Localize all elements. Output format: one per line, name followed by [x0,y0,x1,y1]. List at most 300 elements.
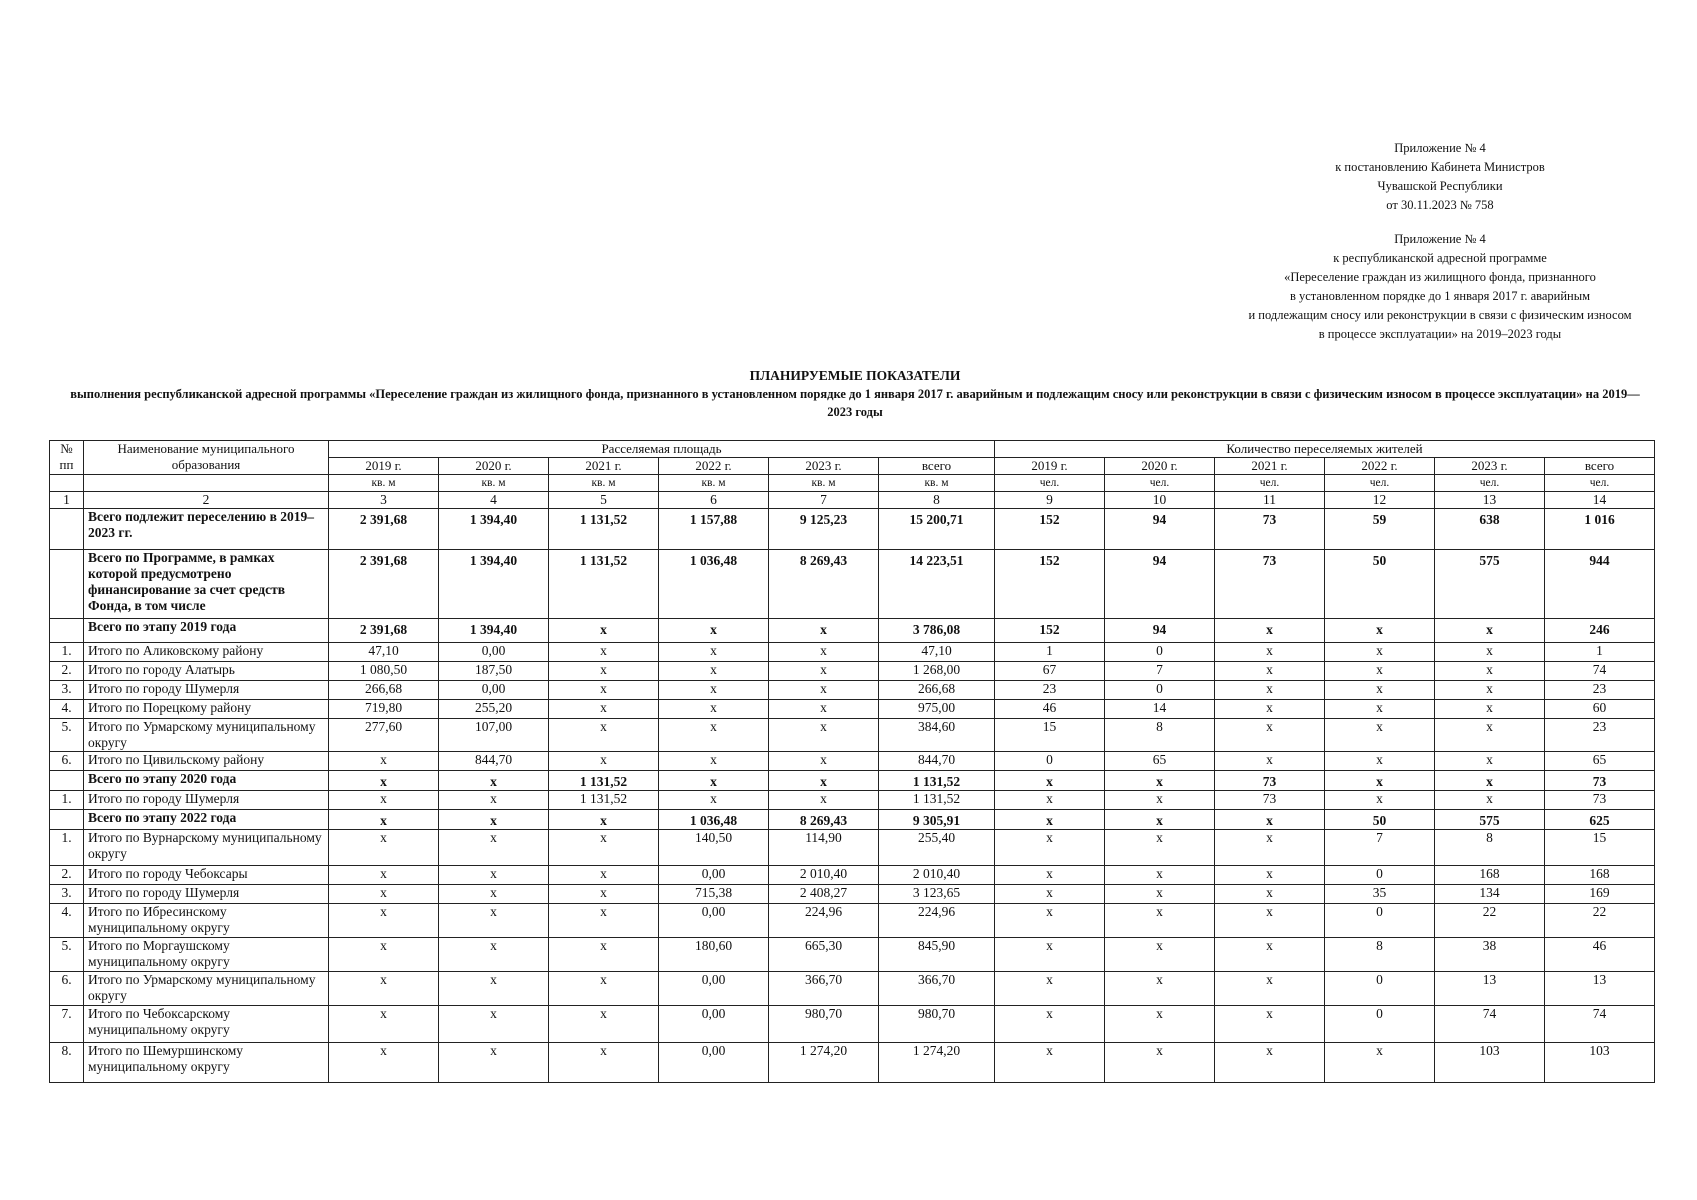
people-value-cell: 94 [1105,619,1215,643]
people-value-cell: 8 [1105,719,1215,752]
area-value-cell: 366,70 [769,972,879,1006]
people-value-cell: x [1325,771,1435,791]
people-value-cell: x [1105,791,1215,810]
row-name: Итого по Порецкому району [84,700,329,719]
area-value-cell: x [549,681,659,700]
people-value-cell: 575 [1435,550,1545,619]
area-value-cell: 140,50 [659,830,769,866]
table-row [50,972,1655,1006]
people-value-cell: 638 [1435,509,1545,550]
row-name: Итого по Чебоксарскому муниципальному округу [84,1006,329,1043]
column-number: 9 [995,492,1105,509]
area-value-cell: x [549,719,659,752]
appendix-cabinet-line3: Чувашской Республики [1377,179,1503,193]
area-value-cell: 8 269,43 [769,810,879,830]
area-value-cell: x [659,700,769,719]
table-row [50,866,1655,885]
area-value-cell: 1 131,52 [879,791,995,810]
table-row [50,752,1655,771]
row-number: 1. [50,830,84,866]
people-value-cell: 152 [995,550,1105,619]
appendix-program-line1: Приложение № 4 [1394,232,1486,246]
people-value-cell: 22 [1545,904,1655,938]
unit-people: чел. [1435,475,1545,492]
area-value-cell: x [659,662,769,681]
area-value-cell: x [769,662,879,681]
area-value-cell: 180,60 [659,938,769,972]
area-value-cell: 1 157,88 [659,509,769,550]
people-value-cell: x [1325,752,1435,771]
area-value-cell: x [769,681,879,700]
row-name: Итого по городу Алатырь [84,662,329,681]
area-value-cell: 384,60 [879,719,995,752]
header-area-year: 2019 г. [329,458,439,475]
appendix-cabinet-line4: от 30.11.2023 № 758 [1386,198,1494,212]
unit-area: кв. м [879,475,995,492]
people-value-cell: x [1325,619,1435,643]
area-value-cell: x [659,619,769,643]
table-row [50,938,1655,972]
row-name: Итого по городу Шумерля [84,681,329,700]
row-number [50,550,84,619]
table-row [50,810,1655,830]
people-value-cell: 23 [995,681,1105,700]
row-number: 7. [50,1006,84,1043]
people-value-cell: 73 [1215,771,1325,791]
area-value-cell: x [549,643,659,662]
area-value-cell: x [329,904,439,938]
appendix-cabinet-line2: к постановлению Кабинета Министров [1335,160,1545,174]
area-value-cell: 975,00 [879,700,995,719]
people-value-cell: 74 [1545,662,1655,681]
people-value-cell: 50 [1325,550,1435,619]
area-value-cell: x [549,1006,659,1043]
people-value-cell: 46 [995,700,1105,719]
column-number: 4 [439,492,549,509]
people-value-cell: 94 [1105,550,1215,619]
area-value-cell: x [549,904,659,938]
area-value-cell: x [549,662,659,681]
area-value-cell: x [439,866,549,885]
row-number: 4. [50,700,84,719]
row-name: Итого по Шемуршинскому муниципальному округу [84,1043,329,1083]
header-area-year: 2022 г. [659,458,769,475]
people-value-cell: x [1215,700,1325,719]
people-value-cell: 944 [1545,550,1655,619]
people-value-cell: x [1435,752,1545,771]
unit-people: чел. [1105,475,1215,492]
area-value-cell: 9 125,23 [769,509,879,550]
people-value-cell: 168 [1545,866,1655,885]
people-value-cell: x [995,810,1105,830]
area-value-cell: x [659,771,769,791]
document-title-block [60,367,1650,421]
header-area-year: 2021 г. [549,458,659,475]
table-row [50,719,1655,752]
people-value-cell: x [1435,619,1545,643]
unit-area: кв. м [659,475,769,492]
area-value-cell: 3 786,08 [879,619,995,643]
column-number: 1 [50,492,84,509]
table-row [50,791,1655,810]
people-value-cell: 168 [1435,866,1545,885]
people-value-cell: 59 [1325,509,1435,550]
header-name: Наименование муниципального образования [84,441,329,475]
people-value-cell: 7 [1325,830,1435,866]
area-value-cell: x [329,791,439,810]
people-value-cell: x [1215,619,1325,643]
area-value-cell: x [659,719,769,752]
row-number: 2. [50,866,84,885]
people-value-cell: 0 [1325,904,1435,938]
area-value-cell: 224,96 [879,904,995,938]
people-value-cell: 74 [1435,1006,1545,1043]
area-value-cell: 1 274,20 [879,1043,995,1083]
people-value-cell: 23 [1545,719,1655,752]
people-value-cell: x [1215,904,1325,938]
row-number: 3. [50,885,84,904]
area-value-cell: 845,90 [879,938,995,972]
people-value-cell: x [1215,830,1325,866]
people-value-cell: 134 [1435,885,1545,904]
appendix-program-line3: «Переселение граждан из жилищного фонда, признанного [1284,270,1596,284]
header-people-year: 2023 г. [1435,458,1545,475]
people-value-cell: x [1215,885,1325,904]
area-value-cell: 0,00 [439,681,549,700]
people-value-cell: x [995,1043,1105,1083]
area-value-cell: 266,68 [879,681,995,700]
area-value-cell: x [659,681,769,700]
area-value-cell: 980,70 [769,1006,879,1043]
people-value-cell: 152 [995,619,1105,643]
area-value-cell: x [329,1006,439,1043]
area-value-cell: 1 131,52 [549,550,659,619]
row-number: 5. [50,938,84,972]
area-value-cell: 266,68 [329,681,439,700]
row-number: 1. [50,643,84,662]
people-value-cell: x [1105,885,1215,904]
area-value-cell: 2 010,40 [879,866,995,885]
people-value-cell: 7 [1105,662,1215,681]
area-value-cell: x [329,938,439,972]
people-value-cell: x [995,866,1105,885]
table-row [50,662,1655,681]
row-name: Итого по Аликовскому району [84,643,329,662]
column-number: 2 [84,492,329,509]
people-value-cell: x [995,904,1105,938]
people-value-cell: x [1105,810,1215,830]
row-name: Итого по Моргаушскому муниципальному округу [84,938,329,972]
area-value-cell: x [439,885,549,904]
unit-people: чел. [1545,475,1655,492]
area-value-cell: 0,00 [659,972,769,1006]
people-value-cell: 103 [1545,1043,1655,1083]
row-name: Итого по Вурнарскому муниципальному округу [84,830,329,866]
table-row [50,1006,1655,1043]
area-value-cell: x [659,791,769,810]
people-value-cell: 74 [1545,1006,1655,1043]
area-value-cell: 15 200,71 [879,509,995,550]
area-value-cell: x [439,1043,549,1083]
row-name: Итого по городу Шумерля [84,885,329,904]
people-value-cell: x [1325,700,1435,719]
people-value-cell: x [1435,719,1545,752]
people-value-cell: x [1105,1043,1215,1083]
people-value-cell: x [1215,866,1325,885]
unit-area: кв. м [769,475,879,492]
people-value-cell: 23 [1545,681,1655,700]
people-value-cell: x [1215,1006,1325,1043]
document-subtitle: выполнения республиканской адресной программы «Переселение граждан из жилищного фонда, признанного в установленном порядке до 1 января 2017 г. аварийным и подлежащим сносу или реконструкции в связи с физическим износом в процессе эксплуатации» на 2019—2023 годы [70,387,1640,419]
area-value-cell: 1 394,40 [439,619,549,643]
area-value-cell: x [769,643,879,662]
people-value-cell: 0 [1105,681,1215,700]
area-value-cell: x [329,752,439,771]
area-value-cell: 47,10 [879,643,995,662]
people-value-cell: x [995,1006,1105,1043]
area-value-cell: x [439,938,549,972]
people-value-cell: 13 [1435,972,1545,1006]
area-value-cell: 0,00 [659,866,769,885]
area-value-cell: 224,96 [769,904,879,938]
row-name: Всего по этапу 2019 года [84,619,329,643]
table-body [50,441,1655,1083]
row-name: Итого по городу Шумерля [84,791,329,810]
people-value-cell: 13 [1545,972,1655,1006]
people-value-cell: 625 [1545,810,1655,830]
area-value-cell: 1 394,40 [439,509,549,550]
area-value-cell: x [329,810,439,830]
people-value-cell: x [1215,810,1325,830]
people-value-cell: x [1435,662,1545,681]
people-value-cell: x [995,830,1105,866]
row-number [50,810,84,830]
area-value-cell: 8 269,43 [769,550,879,619]
people-value-cell: x [1105,938,1215,972]
appendix-cabinet-block [1180,139,1697,215]
area-value-cell: x [549,700,659,719]
appendix-program-line6: в процессе эксплуатации» на 2019–2023 годы [1318,327,1562,341]
people-value-cell: 73 [1545,771,1655,791]
row-name: Итого по Ибресинскому муниципальному округу [84,904,329,938]
people-value-cell: x [1215,1043,1325,1083]
area-value-cell: 1 131,52 [879,771,995,791]
people-value-cell: x [1105,771,1215,791]
people-value-cell: 1 016 [1545,509,1655,550]
row-name: Всего по этапу 2022 года [84,810,329,830]
people-value-cell: 60 [1545,700,1655,719]
area-value-cell: 1 036,48 [659,810,769,830]
table-row [50,550,1655,619]
table-row [50,643,1655,662]
area-value-cell: x [549,752,659,771]
people-value-cell: 73 [1215,550,1325,619]
area-value-cell: 1 131,52 [549,771,659,791]
row-number: 4. [50,904,84,938]
unit-area: кв. м [439,475,549,492]
header-area-total: всего [879,458,995,475]
table-row [50,509,1655,550]
area-value-cell: x [439,810,549,830]
area-value-cell: x [549,619,659,643]
people-value-cell: 103 [1435,1043,1545,1083]
area-value-cell: 0,00 [659,1043,769,1083]
area-value-cell: x [439,904,549,938]
table-row [50,619,1655,643]
people-value-cell: 152 [995,509,1105,550]
row-name: Всего по этапу 2020 года [84,771,329,791]
people-value-cell: 65 [1545,752,1655,771]
area-value-cell: 1 131,52 [549,509,659,550]
area-value-cell: 980,70 [879,1006,995,1043]
area-value-cell: 255,20 [439,700,549,719]
people-value-cell: 0 [1325,1006,1435,1043]
area-value-cell: x [549,885,659,904]
area-value-cell: 715,38 [659,885,769,904]
people-value-cell: x [1215,752,1325,771]
area-value-cell: 2 391,68 [329,550,439,619]
appendix-program-line5: и подлежащим сносу или реконструкции в связи с физическим износом [1248,308,1632,322]
people-value-cell: x [1435,791,1545,810]
people-value-cell: x [1105,1006,1215,1043]
appendix-program-line2: к республиканской адресной программе [1333,251,1547,265]
row-number [50,771,84,791]
table-row [50,771,1655,791]
area-value-cell: 1 394,40 [439,550,549,619]
area-value-cell: x [439,972,549,1006]
area-value-cell: x [659,643,769,662]
people-value-cell: 0 [1325,866,1435,885]
row-number: 3. [50,681,84,700]
unit-people: чел. [995,475,1105,492]
people-value-cell: 73 [1545,791,1655,810]
area-value-cell: 0,00 [659,904,769,938]
header-people-year: 2019 г. [995,458,1105,475]
row-name: Всего по Программе, в рамках которой предусмотрено финансирование за счет средств Фонда, в том числе [84,550,329,619]
area-value-cell: x [549,810,659,830]
table-row [50,1043,1655,1083]
area-value-cell: x [549,972,659,1006]
area-value-cell: x [769,771,879,791]
unit-area: кв. м [549,475,659,492]
people-value-cell: 65 [1105,752,1215,771]
people-value-cell: 246 [1545,619,1655,643]
area-value-cell: 3 123,65 [879,885,995,904]
people-value-cell: 169 [1545,885,1655,904]
people-value-cell: 50 [1325,810,1435,830]
row-name: Итого по Урмарскому муниципальному округу [84,719,329,752]
row-number: 6. [50,972,84,1006]
column-number: 14 [1545,492,1655,509]
people-value-cell: 73 [1215,509,1325,550]
people-value-cell: 575 [1435,810,1545,830]
column-number: 11 [1215,492,1325,509]
unit-empty [84,475,329,492]
header-people-year: 2021 г. [1215,458,1325,475]
people-value-cell: 22 [1435,904,1545,938]
area-value-cell: 9 305,91 [879,810,995,830]
row-number: 6. [50,752,84,771]
row-number: 2. [50,662,84,681]
people-value-cell: x [1325,791,1435,810]
area-value-cell: 2 391,68 [329,509,439,550]
people-value-cell: 14 [1105,700,1215,719]
area-value-cell: 844,70 [439,752,549,771]
people-value-cell: x [1435,681,1545,700]
people-value-cell: x [1105,830,1215,866]
people-value-cell: 46 [1545,938,1655,972]
header-people-group: Количество переселяемых жителей [995,441,1655,458]
row-number: 1. [50,791,84,810]
header-area-year: 2023 г. [769,458,879,475]
area-value-cell: x [329,866,439,885]
area-value-cell: 1 268,00 [879,662,995,681]
area-value-cell: x [439,791,549,810]
row-number: 5. [50,719,84,752]
area-value-cell: x [549,866,659,885]
header-area-group: Расселяемая площадь [329,441,995,458]
appendix-cabinet-line1: Приложение № 4 [1394,141,1486,155]
area-value-cell: x [329,830,439,866]
unit-area: кв. м [329,475,439,492]
people-value-cell: 1 [1545,643,1655,662]
people-value-cell: x [1215,681,1325,700]
area-value-cell: 2 010,40 [769,866,879,885]
area-value-cell: x [549,830,659,866]
area-value-cell: x [439,1006,549,1043]
row-name: Итого по Цивильскому району [84,752,329,771]
area-value-cell: 277,60 [329,719,439,752]
unit-empty [50,475,84,492]
header-people-year: 2022 г. [1325,458,1435,475]
area-value-cell: x [329,972,439,1006]
people-value-cell: 1 [995,643,1105,662]
area-value-cell: x [439,771,549,791]
people-value-cell: x [1325,643,1435,662]
header-row-groups [50,441,1655,458]
people-value-cell: 0 [1105,643,1215,662]
column-number: 6 [659,492,769,509]
people-value-cell: x [1215,719,1325,752]
people-value-cell: 15 [1545,830,1655,866]
people-value-cell: x [995,938,1105,972]
row-name: Итого по Урмарскому муниципальному округу [84,972,329,1006]
area-value-cell: 366,70 [879,972,995,1006]
area-value-cell: 47,10 [329,643,439,662]
people-value-cell: x [1105,904,1215,938]
people-value-cell: x [1435,771,1545,791]
header-area-year: 2020 г. [439,458,549,475]
area-value-cell: x [439,830,549,866]
people-value-cell: x [1435,700,1545,719]
people-value-cell: x [1435,643,1545,662]
area-value-cell: x [769,791,879,810]
header-people-year: 2020 г. [1105,458,1215,475]
row-number: 8. [50,1043,84,1083]
area-value-cell: 255,40 [879,830,995,866]
appendix-program-block [1180,230,1697,344]
people-value-cell: x [1325,1043,1435,1083]
area-value-cell: x [549,1043,659,1083]
people-value-cell: 15 [995,719,1105,752]
people-value-cell: 8 [1325,938,1435,972]
header-no: № пп [50,441,84,475]
people-value-cell: x [995,791,1105,810]
people-value-cell: x [1105,866,1215,885]
unit-people: чел. [1325,475,1435,492]
people-value-cell: x [1325,719,1435,752]
table-row [50,885,1655,904]
